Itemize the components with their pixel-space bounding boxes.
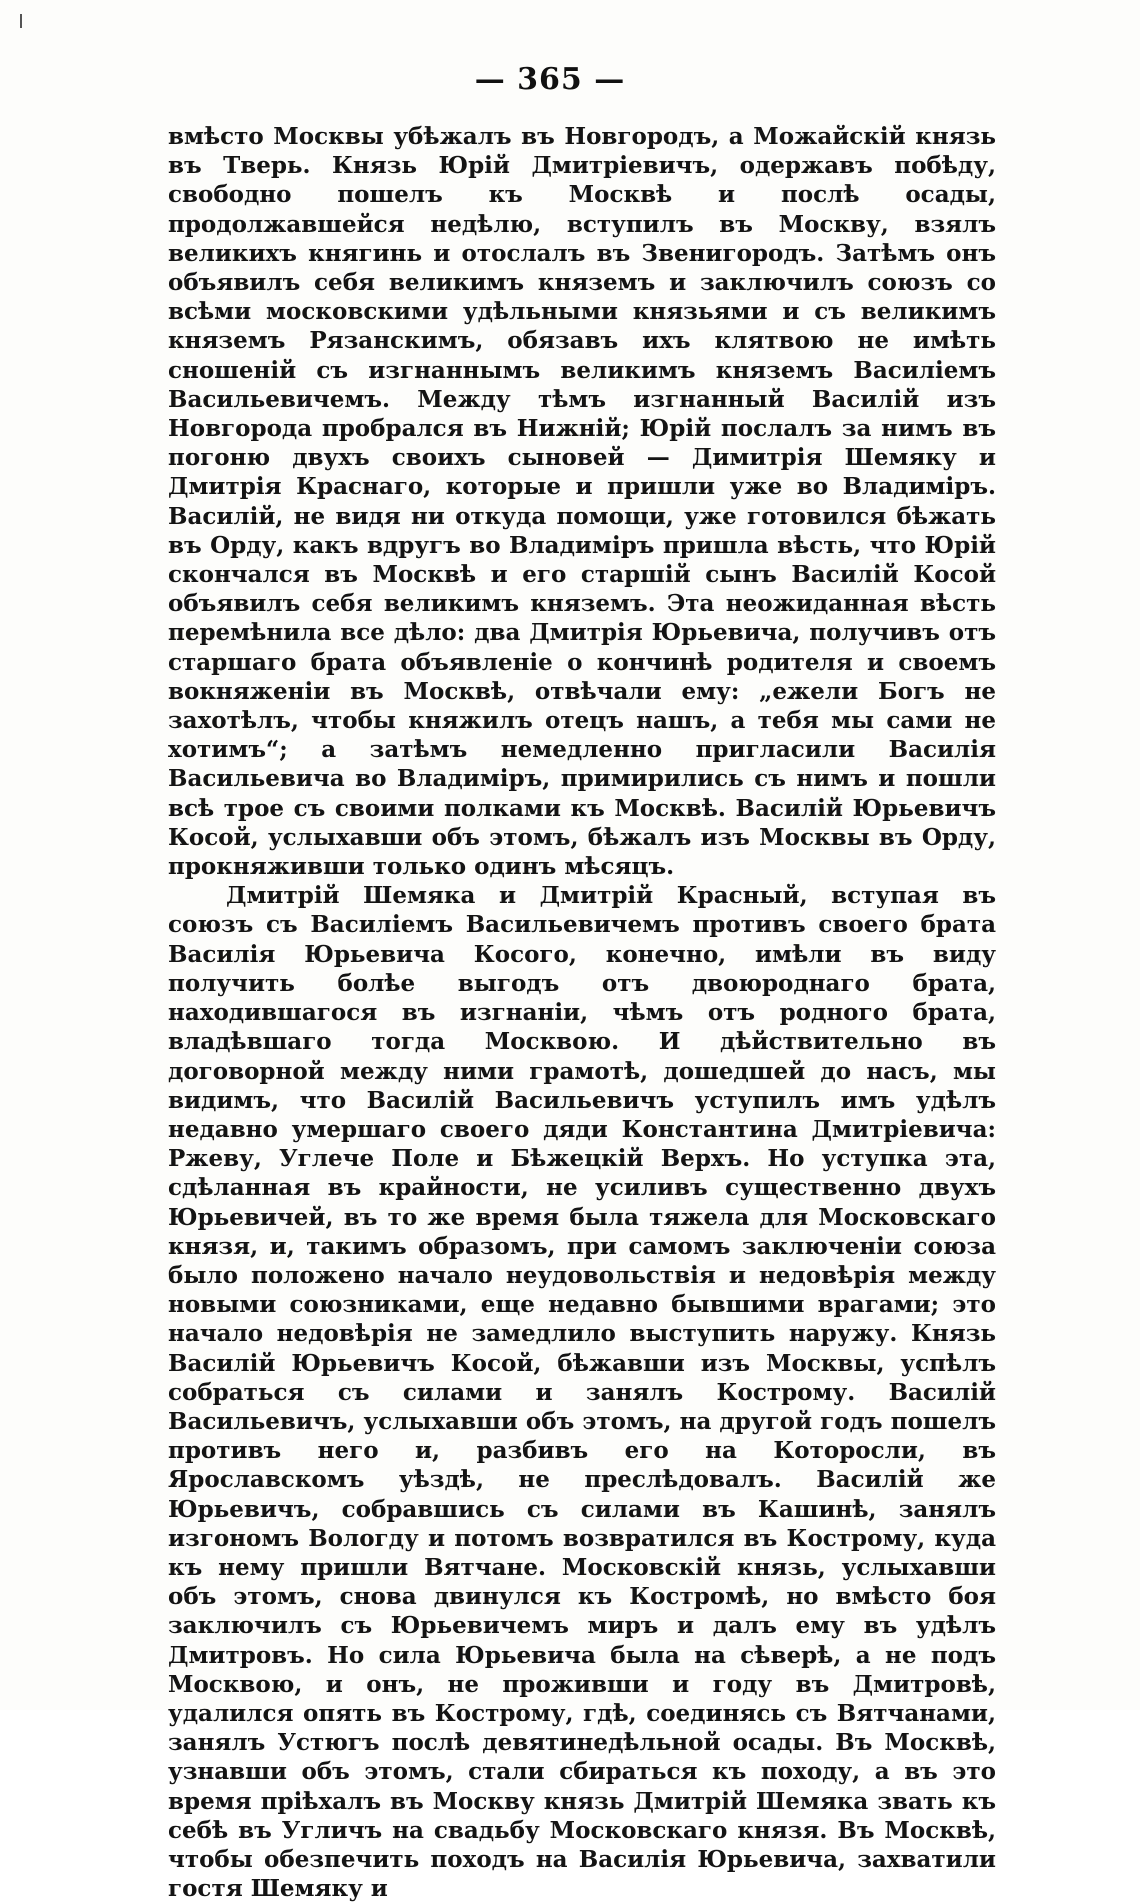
margin-mark — [20, 14, 22, 28]
page-number: — 365 — — [474, 62, 626, 97]
paragraph-2: Дмитрій Шемяка и Дмитрій Красный, вступая въ союзъ съ Василіемъ Васильевичемъ противъ своего брата Василія Юрьевича Косого, конечно, имѣли въ виду получить болѣе выгодъ отъ двоюроднаго брата, находившагося въ изгнаніи, чѣмъ отъ родного брата, владѣвшаго тогда Москвою. И дѣйствительно въ договорной между ними грамотѣ, дошедшей до насъ, мы видимъ, что Василій Васильевичъ уступилъ имъ удѣлъ недавно умершаго своего дяди Константина Дмитріевича: Ржеву, Углече Поле и Бѣжецкій Верхъ. Но уступка эта, сдѣланная въ крайности, не усиливъ существенно двухъ Юрьевичей, въ то же время была тяжела для Московскаго князя, и, такимъ образомъ, при самомъ заключеніи союза было положено начало неудовольствія и недовѣрія между новыми союзниками, еще недавно бывшими врагами; это начало недовѣрія не замедлило выступить наружу. Князь Василій Юрьевичъ Косой, бѣжавши изъ Москвы, успѣлъ собраться съ силами и занялъ Кострому. Василій Васильевичъ, услыхавши объ этомъ, на другой годъ пошелъ противъ него и, разбивъ его на Которосли, въ Ярославскомъ уѣздѣ, не преслѣдовалъ. Василій же Юрьевичъ, собравшись съ силами въ Кашинѣ, занялъ изгономъ Вологду и потомъ возвратился въ Кострому, куда къ нему пришли Вятчане. Московскій князь, услыхавши объ этомъ, снова двинулся къ Костромѣ, но вмѣсто боя заключилъ съ Юрьевичемъ миръ и далъ ему въ удѣлъ Дмитровъ. Но сила Юрьевича была на сѣверѣ, а не подъ Москвою, и онъ, не проживши и году въ Дмитровѣ, удалился опять въ Кострому, гдѣ, соединясь съ Вятчанами, занялъ Устюгъ послѣ девятинедѣльной осады. Въ Москвѣ, узнавши объ этомъ, стали сбираться къ походу, а въ это время пріѣхалъ въ Москву князь Дмитрій Шемяка звать къ себѣ въ Угличъ на свадьбу Московскаго князя. Въ Москвѣ, чтобы обезпечить походъ на Василія Юрьевича, захватили гостя Шемяку и — [168, 882, 996, 1903]
paragraph-1: вмѣсто Москвы убѣжалъ въ Новгородъ, а Можайскій князь въ Тверь. Князь Юрій Дмитріевичъ, одержавъ побѣду, свободно пошелъ къ Москвѣ и послѣ осады, продолжавшейся недѣлю, вступилъ въ Москву, взялъ великихъ княгинь и отослалъ въ Звенигородъ. Затѣмъ онъ объявилъ себя великимъ княземъ и заключилъ союзъ со всѣми московскими удѣльными князьями и съ великимъ княземъ Рязанскимъ, обязавъ ихъ клятвою не имѣть сношеній съ изгнаннымъ великимъ княземъ Василіемъ Васильевичемъ. Между тѣмъ изгнанный Василій изъ Новгорода пробрался въ Нижній; Юрій послалъ за нимъ въ погоню двухъ своихъ сыновей — Димитрія Шемяку и Дмитрія Краснаго, которые и пришли уже во Владиміръ. Василій, не видя ни откуда помощи, уже готовился бѣжать въ Орду, какъ вдругъ во Владиміръ пришла вѣсть, что Юрій скончался въ Москвѣ и его старшій сынъ Василій Косой объявилъ себя великимъ княземъ. Эта неожиданная вѣсть перемѣнила все дѣло: два Дмитрія Юрьевича, получивъ отъ старшаго брата объявленіе о кончинѣ родителя и своемъ вокняженіи въ Москвѣ, отвѣчали ему: „ежели Богъ не захотѣлъ, чтобы княжилъ отецъ нашъ, а тебя мы сами не хотимъ“; а затѣмъ немедленно пригласили Василія Васильевича во Владиміръ, примирились съ нимъ и пошли всѣ трое съ своими полками къ Москвѣ. Василій Юрьевичъ Косой, услыхавши объ этомъ, бѣжалъ изъ Москвы въ Орду, прокняживши только одинъ мѣсяцъ. — [168, 123, 996, 881]
body-text — [168, 122, 996, 1903]
